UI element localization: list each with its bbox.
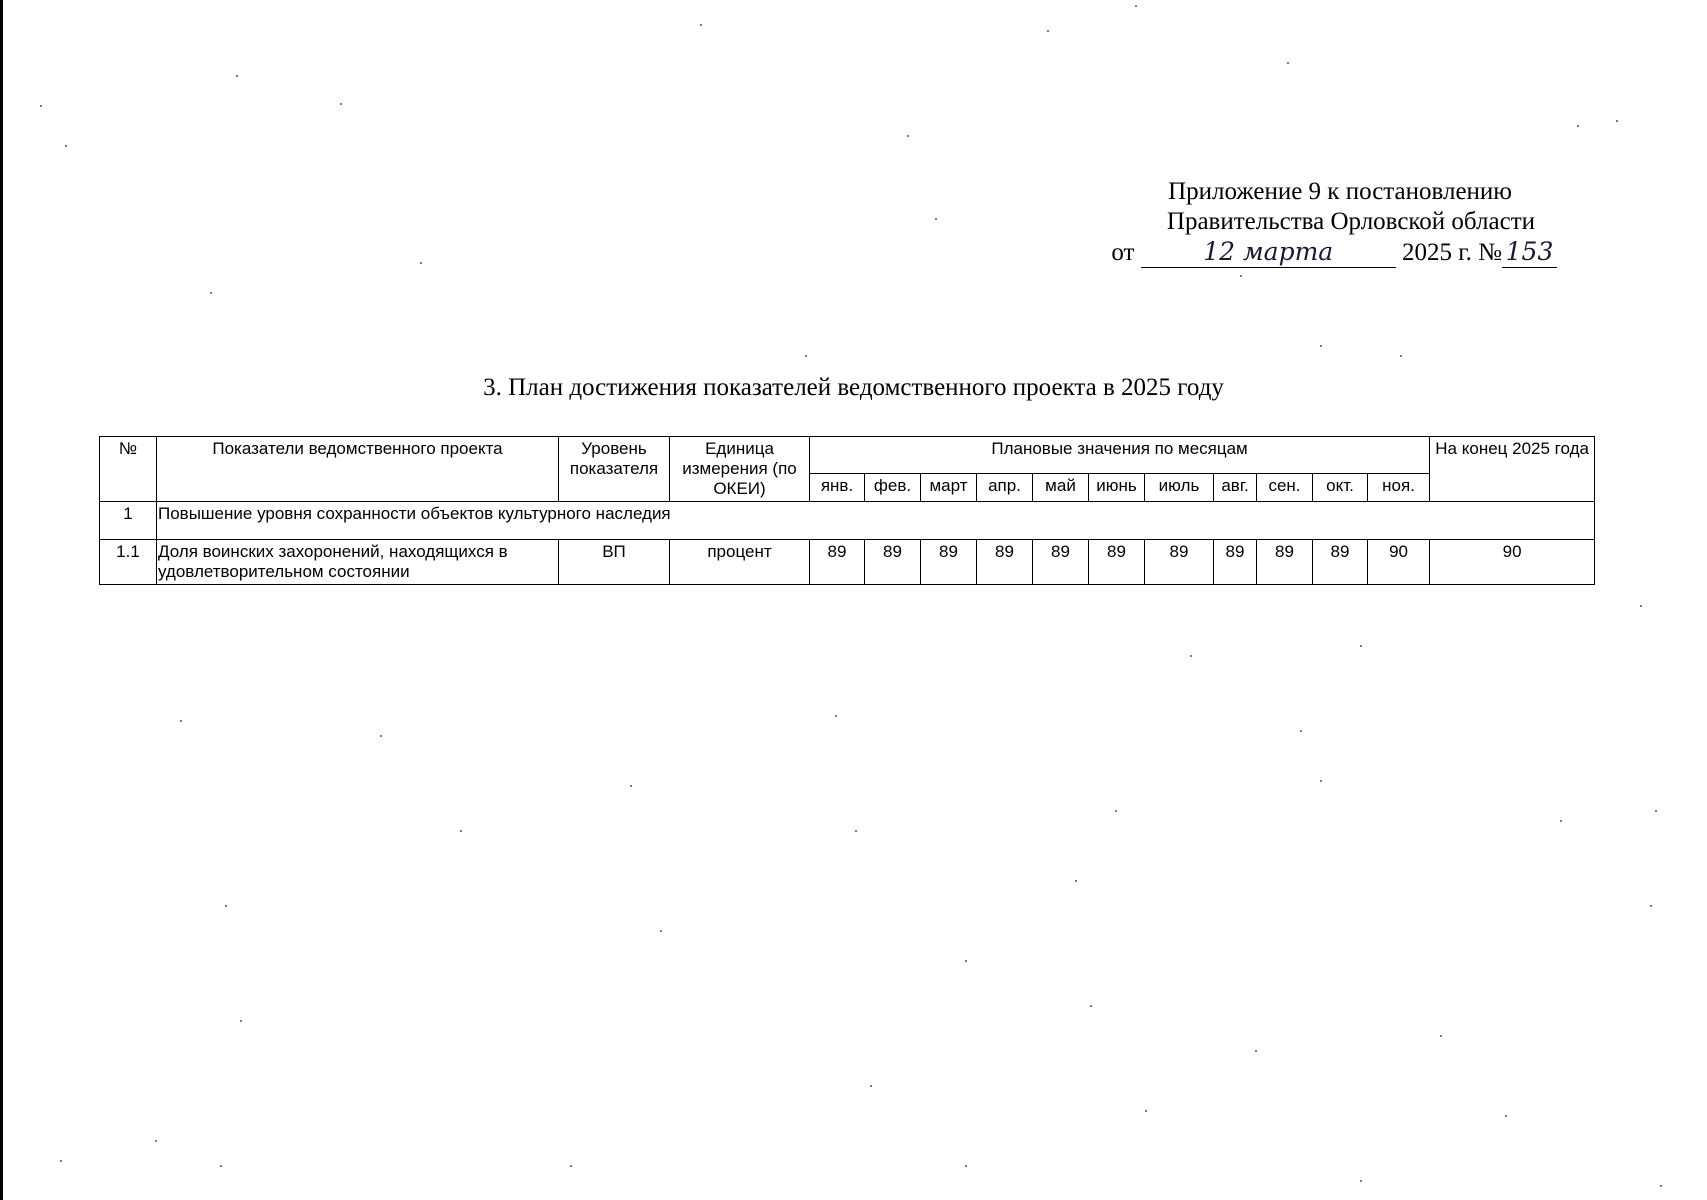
approval-header (1087, 177, 1557, 268)
scan-speck (1360, 645, 1362, 647)
section-row (100, 502, 1595, 540)
scan-speck (1190, 655, 1192, 657)
scan-speck (460, 830, 462, 832)
row-value: 89 (1145, 540, 1214, 585)
row-value: 89 (865, 540, 921, 585)
header-row-1 (100, 437, 1595, 474)
scan-speck (660, 930, 662, 932)
scan-speck (220, 1165, 222, 1167)
date-prefix: от (1111, 239, 1135, 266)
row-value: 89 (1033, 540, 1089, 585)
month-header: авг. (1214, 474, 1257, 502)
row-unit: процент (670, 540, 810, 585)
scan-speck (1115, 810, 1117, 812)
scan-speck (1135, 5, 1137, 7)
scan-speck (225, 905, 227, 907)
scan-speck (965, 960, 967, 962)
scan-speck (340, 103, 342, 105)
scan-speck (65, 145, 67, 147)
scan-speck (1660, 1185, 1662, 1187)
handwritten-date: 12 марта (1141, 237, 1396, 268)
row-value: 90 (1368, 540, 1430, 585)
col-header-unit: Единица измерения (по ОКЕИ) (670, 437, 810, 502)
row-value: 89 (1257, 540, 1313, 585)
scan-speck (155, 1140, 157, 1142)
scan-speck (420, 262, 422, 264)
col-header-monthly: Плановые значения по месяцам (810, 437, 1430, 474)
month-header: окт. (1313, 474, 1368, 502)
scan-speck (210, 292, 212, 294)
scan-left-edge (0, 0, 3, 1200)
col-header-num: № (100, 437, 157, 502)
table-row (100, 540, 1595, 585)
row-value: 89 (1214, 540, 1257, 585)
header-line-2: Правительства Орловской области (1166, 208, 1535, 235)
scan-speck (1400, 355, 1402, 357)
scan-speck (835, 715, 837, 717)
scan-speck (1145, 1110, 1147, 1112)
scan-speck (60, 1160, 62, 1162)
scan-speck (700, 24, 702, 26)
row-end-value: 90 (1430, 540, 1595, 585)
scan-speck (1255, 1050, 1257, 1052)
scan-speck (1320, 345, 1322, 347)
section-title: Повышение уровня сохранности объектов культурного наследия (157, 502, 1595, 540)
scan-speck (805, 355, 807, 357)
scan-speck (965, 1165, 967, 1167)
scan-speck (1090, 1005, 1092, 1007)
scan-speck (1320, 780, 1322, 782)
year-label: 2025 г. № (1401, 239, 1502, 266)
scan-speck (1287, 62, 1289, 64)
scan-speck (1240, 275, 1242, 277)
scan-speck (1047, 30, 1049, 32)
scan-speck (1616, 120, 1618, 122)
month-header: июнь (1089, 474, 1145, 502)
scan-speck (1650, 905, 1652, 907)
row-level: ВП (559, 540, 670, 585)
month-header: апр. (977, 474, 1033, 502)
scan-speck (630, 785, 632, 787)
row-indicator: Доля воинских захоронений, находящихся в удовлетворительном состоянии (157, 540, 559, 585)
scan-speck (240, 1020, 242, 1022)
row-value: 89 (810, 540, 865, 585)
header-line-1: Приложение 9 к постановлению (1168, 178, 1512, 205)
col-header-indicators: Показатели ведомственного проекта (157, 437, 559, 502)
header-line-3 (1087, 237, 1557, 268)
scan-speck (380, 735, 382, 737)
scan-speck (935, 218, 937, 220)
row-value: 89 (921, 540, 977, 585)
scan-speck (1300, 730, 1302, 732)
scan-speck (1577, 125, 1579, 127)
month-header: ноя. (1368, 474, 1430, 502)
month-header: март (921, 474, 977, 502)
section-num: 1 (100, 502, 157, 540)
scan-speck (1075, 880, 1077, 882)
scan-speck (236, 75, 238, 77)
col-header-level: Уровень показателя (559, 437, 670, 502)
scan-speck (1360, 1180, 1362, 1182)
scan-speck (1505, 1115, 1507, 1117)
month-header: янв. (810, 474, 865, 502)
month-header: май (1033, 474, 1089, 502)
document-title: 3. План достижения показателей ведомственного проекта в 2025 году (483, 374, 1224, 401)
col-header-end: На конец 2025 года (1430, 437, 1595, 502)
scan-speck (1440, 1035, 1442, 1037)
scan-speck (570, 1165, 572, 1167)
row-value: 89 (1313, 540, 1368, 585)
scan-speck (855, 830, 857, 832)
scan-speck (40, 105, 42, 107)
month-header: фев. (865, 474, 921, 502)
scan-speck (1640, 605, 1642, 607)
scan-speck (907, 135, 909, 137)
scan-speck (870, 1085, 872, 1087)
row-value: 89 (1089, 540, 1145, 585)
scan-speck (1655, 810, 1657, 812)
month-header: июль (1145, 474, 1214, 502)
scan-speck (1560, 820, 1562, 822)
row-value: 89 (977, 540, 1033, 585)
month-header: сен. (1257, 474, 1313, 502)
scan-speck (180, 720, 182, 722)
handwritten-number: 153 (1502, 237, 1557, 268)
row-num: 1.1 (100, 540, 157, 585)
indicators-table (99, 436, 1595, 585)
